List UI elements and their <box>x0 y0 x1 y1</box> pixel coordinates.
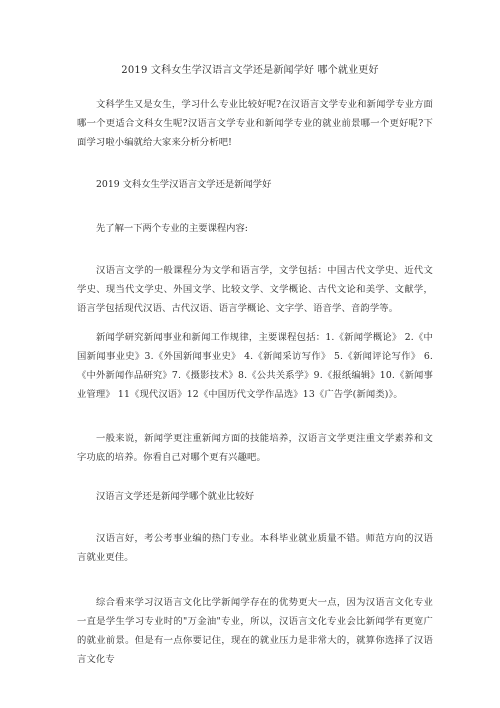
section-heading-which-is-better: 2019 文科女生学汉语言文学还是新闻学好 <box>96 179 272 190</box>
employment-paragraph: 汉语言好，考公考事业编的热门专业。本科毕业就业质量不错。师范方向的汉语言就业更佳。 <box>77 533 433 563</box>
chinese-literature-courses-paragraph: 汉语言文学的一般课程分为文学和语言学，文学包括：中国古代文学史、近代文学史、现当代文学史、外国文学、比较文学、文学概论、古代文论和美学、文献学，语言学包括现代汉语、古代汉语、语言学概论、文字学、语音学、音韵学等。 <box>77 265 433 314</box>
intro-paragraph: 文科学生又是女生，学习什么专业比较好呢?在汉语言文学专业和新闻学专业方面哪一个更适合文科女生呢?汉语言文学专业和新闻学专业的就业前景哪一个更好呢?下面学习啦小编就给大家来分析分析吧! <box>77 99 433 148</box>
summary-paragraph: 综合看来学习汉语言文化比学新闻学存在的优势更大一点，因为汉语言文化专业一直是学生学习专业时的"万金油"专业，所以，汉语言文化专业会比新闻学有更宽广的就业前景。但是有一点你要记住，现在的就业压力是非常大的，就算你选择了汉语言文化专 <box>77 597 433 665</box>
courses-lead-text: 先了解一下两个专业的主要课程内容: <box>96 223 248 234</box>
journalism-courses-paragraph: 新闻学研究新闻事业和新闻工作规律，主要课程包括：1.《新闻学概论》 2.《中国新闻事业史》3.《外国新闻事业史》 4.《新闻采访写作》 5.《新闻评论写作》 6.《中外新闻作品研究》7.《摄影技术》8.《公共关系学》9.《报纸编辑》10.《新闻事业管理》 11《现代汉语》12《中国历代文学作品选》13《广告学(新闻类)》。 <box>77 332 433 400</box>
document-title: 2019 文科女生学汉语言文学还是新闻学好 哪个就业更好 <box>121 65 379 76</box>
section-heading-employment: 汉语言文学还是新闻学哪个就业比较好 <box>96 491 255 502</box>
comparison-paragraph: 一般来说，新闻学更注重新闻方面的技能培养，汉语言文学更注重文学素养和文字功底的培养。你看自己对哪个更有兴趣吧。 <box>77 433 433 463</box>
